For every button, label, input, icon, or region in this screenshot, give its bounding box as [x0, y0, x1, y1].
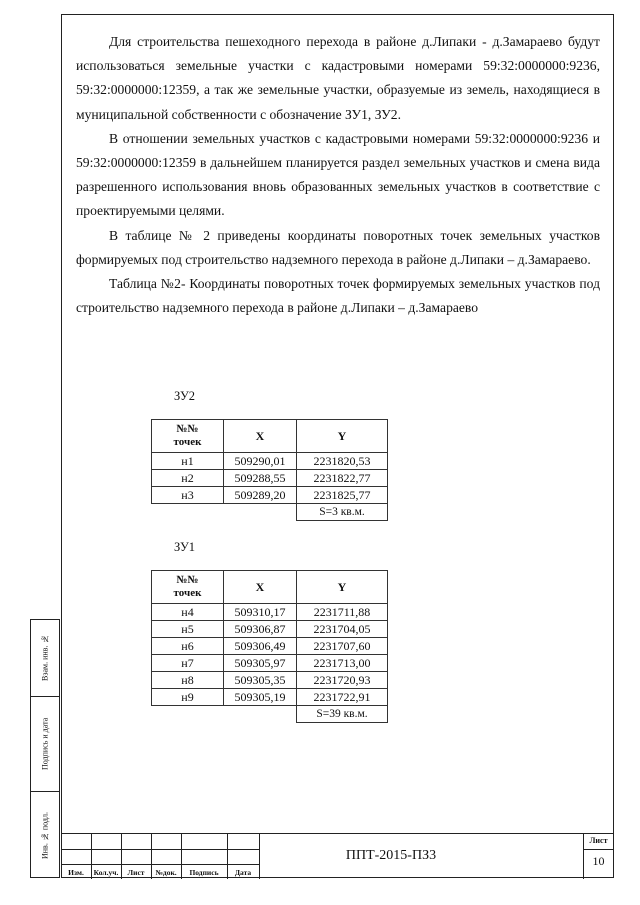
table-cell [152, 504, 224, 521]
table-cell: н6 [152, 638, 224, 655]
table-cell: 2231820,53 [297, 453, 388, 470]
table-cell: н9 [152, 689, 224, 706]
table-cell: 509306,87 [224, 621, 297, 638]
table-cell [224, 706, 297, 723]
table-row [152, 453, 388, 470]
table-row [152, 621, 388, 638]
table-caption: Таблица №2- Координаты поворотных точек формируемых земельных участков под строительство надземного перехода в районе д.Липаки – д.Замараево [76, 276, 600, 316]
paragraph-3: В таблице № 2 приведены координаты поворотных точек земельных участков формируемых под строительство надземного перехода в районе д.Липаки – д.Замараево. [76, 227, 600, 267]
table-cell: 509305,19 [224, 689, 297, 706]
table-cell: 2231704,05 [297, 621, 388, 638]
header-y: Y [297, 571, 388, 604]
area-row [152, 504, 388, 521]
table-cell: 509290,01 [224, 453, 297, 470]
table-cell: н4 [152, 604, 224, 621]
table-cell [152, 706, 224, 723]
table-cell: 509289,20 [224, 487, 297, 504]
table-header-row [152, 571, 388, 604]
table-cell: 509305,35 [224, 672, 297, 689]
header-points: №№ точек [152, 420, 224, 453]
sheet-label: Лист [589, 836, 608, 845]
table-row [152, 655, 388, 672]
table-cell: 2231822,77 [297, 470, 388, 487]
zu1-table [151, 570, 388, 723]
zu2-table [151, 419, 388, 521]
table-cell: 2231711,88 [297, 604, 388, 621]
stamp-data: Дата [234, 868, 252, 877]
header-y: Y [297, 420, 388, 453]
table-cell: н8 [152, 672, 224, 689]
zu1-label: ЗУ1 [174, 540, 196, 554]
area-value: S=39 кв.м. [297, 706, 388, 723]
stamp-list: Лист [127, 868, 145, 877]
header-points: №№ точек [152, 571, 224, 604]
table-row [152, 604, 388, 621]
table-cell: 2231713,00 [297, 655, 388, 672]
table-header-row [152, 420, 388, 453]
body-text [76, 30, 600, 320]
area-row [152, 706, 388, 723]
table-cell: 2231722,91 [297, 689, 388, 706]
table-row [152, 470, 388, 487]
paragraph-2: В отношении земельных участков с кадастровыми номерами 59:32:0000000:9236 и 59:32:0000000:12359 в дальнейшем планируется раздел земельных участков и смена вида разрешенного использования вновь образованных земельных участков в соответствие с проектируемыми целями. [76, 130, 600, 219]
paragraph-1: Для строительства пешеходного перехода в районе д.Липаки - д.Замараево будут использоваться земельные участки с кадастровыми номерами 59:32:0000000:9236, 59:32:0000000:12359, а так же земельные участки, образуемые из земель, находящиеся в муниципальной собственности с обозначение ЗУ1, ЗУ2. [76, 34, 600, 122]
table-row [152, 672, 388, 689]
sheet-number: 10 [592, 854, 605, 868]
stamp-ndok: №док. [155, 868, 177, 877]
table-cell: 509305,97 [224, 655, 297, 672]
inv-cell [31, 792, 59, 879]
stamp-podpis: Подпись [189, 868, 219, 877]
table-cell: н1 [152, 453, 224, 470]
vzam-label: Взам. инв. № [40, 634, 50, 682]
stamp-koluch: Кол.уч. [93, 868, 119, 877]
header-x: X [224, 571, 297, 604]
table-row [152, 487, 388, 504]
table-cell: н7 [152, 655, 224, 672]
vzam-cell [31, 620, 59, 697]
document-number: ППТ-2015-ПЗ3 [345, 848, 437, 863]
table-cell: н3 [152, 487, 224, 504]
podpis-label: Подпись и дата [40, 717, 50, 771]
table-row [152, 638, 388, 655]
stamp-izm: Изм. [68, 868, 84, 877]
inv-label: Инв. № подл. [40, 812, 50, 859]
table-cell: 509310,17 [224, 604, 297, 621]
zu2-label: ЗУ2 [174, 389, 196, 403]
header-x: X [224, 420, 297, 453]
table-cell: 2231825,77 [297, 487, 388, 504]
podpis-cell [31, 697, 59, 792]
table-cell: 2231707,60 [297, 638, 388, 655]
table-row [152, 689, 388, 706]
table-cell [224, 504, 297, 521]
area-value: S=3 кв.м. [297, 504, 388, 521]
binding-margin [30, 619, 60, 878]
table-cell: н2 [152, 470, 224, 487]
title-block [61, 833, 614, 879]
table-cell: н5 [152, 621, 224, 638]
table-cell: 2231720,93 [297, 672, 388, 689]
table-cell: 509306,49 [224, 638, 297, 655]
table-cell: 509288,55 [224, 470, 297, 487]
